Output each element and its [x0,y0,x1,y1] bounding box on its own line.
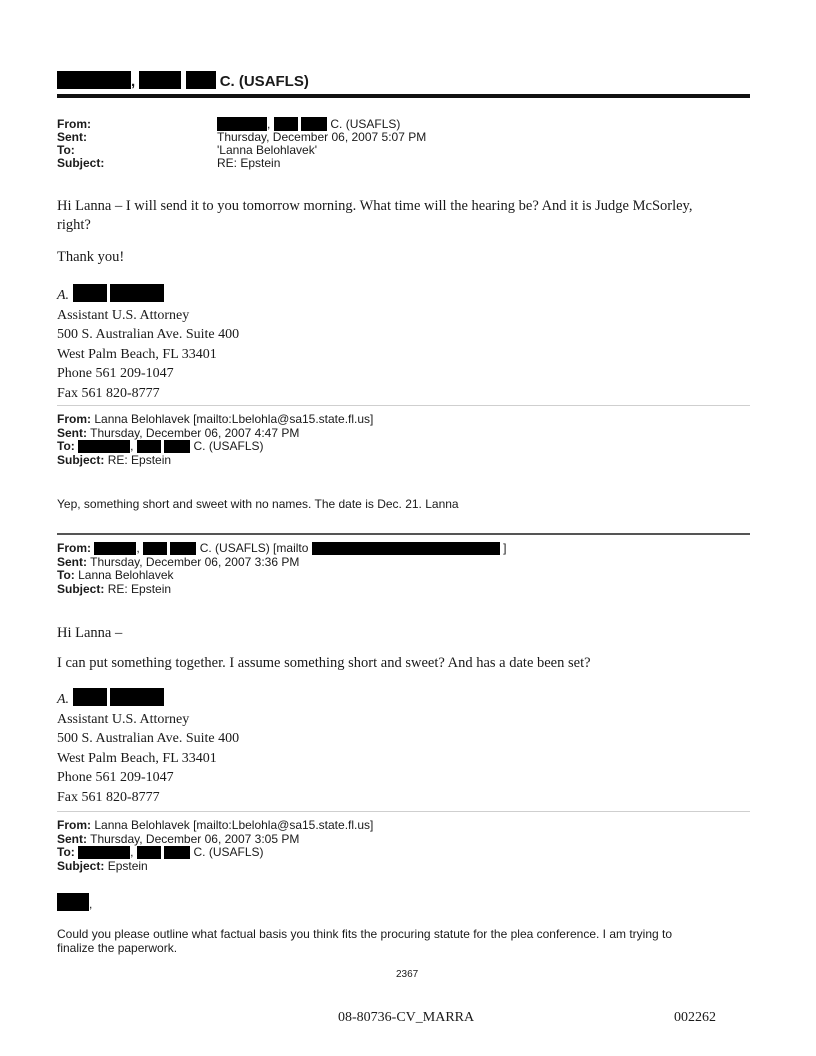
to-label: To: [57,568,75,582]
signature-address: West Palm Beach, FL 33401 [57,346,217,362]
message3-body: I can put something together. I assume something short and sweet? And has a date been set? [57,655,591,671]
to-suffix: C. (USAFLS) [193,439,264,453]
message3-subject: RE: Epstein [107,581,172,596]
signature-fax: Fax 561 820-8777 [57,385,160,401]
message4-sent: Thursday, December 06, 2007 3:05 PM [90,831,300,846]
separator-rule [57,811,750,812]
body-line: Could you please outline what factual basis you think fits the procuring statute for the plea conference. I am trying to [57,927,673,941]
signature-name [57,284,357,306]
from-end-bracket: ] [503,541,507,555]
redaction-block [186,71,216,89]
redaction-block [94,542,136,555]
from-suffix: C. (USAFLS) [330,117,401,131]
message1-thanks: Thank you! [57,249,125,265]
bates-number: 002262 [674,1010,716,1025]
to-label: To: [57,143,75,157]
separator-rule [57,533,750,535]
redaction-block [110,688,164,706]
signature2 [57,688,357,807]
sent-label: Sent: [57,554,87,569]
signature-address: West Palm Beach, FL 33401 [57,750,217,766]
message1-from [217,117,400,131]
redaction-block [164,846,190,859]
message3-to: Lanna Belohlavek [78,568,174,582]
body-line: right? [57,217,91,233]
redaction-block [73,688,107,706]
name-separator: , [267,117,271,131]
message4-greeting [57,893,92,911]
message4-from: Lanna Belohlavek [mailto:Lbelohla@sa15.state.fl.us] [94,818,374,832]
redaction-block [164,440,190,453]
signature-title: Assistant U.S. Attorney [57,307,190,323]
separator-rule [57,405,750,406]
redaction-block [137,440,161,453]
from-label: From: [57,412,91,426]
subject-label: Subject: [57,581,105,596]
header-rule [57,94,750,98]
to-label: To: [57,845,75,859]
name-separator: , [136,541,140,555]
redaction-block [139,71,181,89]
redaction-block [78,440,130,453]
signature1 [57,284,357,403]
message3-sent: Thursday, December 06, 2007 3:36 PM [90,554,300,569]
name-separator: , [131,73,136,90]
signature-phone: Phone 561 209-1047 [57,770,174,785]
page-number: 2367 [396,969,419,980]
redaction-block [78,846,130,859]
signature-address: 500 S. Australian Ave. Suite 400 [57,327,240,342]
message2-from: Lanna Belohlavek [mailto:Lbelohla@sa15.state.fl.us] [94,412,374,426]
message2-body: Yep, something short and sweet with no names. The date is Dec. 21. Lanna [57,497,459,511]
signature-initial: A. [57,692,70,707]
signature-address: 500 S. Australian Ave. Suite 400 [57,731,240,746]
subject-label: Subject: [57,858,105,873]
from-label: From: [57,818,91,832]
to-label: To: [57,439,75,453]
signature-title: Assistant U.S. Attorney [57,711,190,727]
redaction-block [217,117,267,131]
signature-name [57,688,357,710]
redaction-block [57,71,131,89]
message1-body [57,197,757,235]
message2-sent: Thursday, December 06, 2007 4:47 PM [90,425,300,440]
header-name-suffix: C. (USAFLS) [219,73,309,90]
body-line: finalize the paperwork. [57,941,178,955]
redaction-block [57,893,89,911]
redaction-block [73,284,107,302]
redaction-block [301,117,327,131]
redaction-block [143,542,167,555]
signature-phone: Phone 561 209-1047 [57,366,174,381]
from-label: From: [57,117,91,131]
signature-fax: Fax 561 820-8777 [57,789,160,805]
body-line: Hi Lanna – I will send it to you tomorrow morning. What time will the hearing be? And it is Judge McSorley, [57,198,693,214]
message3-header [57,542,757,596]
message4-subject: Epstein [107,858,148,873]
message4-body [57,927,757,955]
redaction-block [312,542,500,555]
message4-header [57,819,757,873]
from-suffix: C. (USAFLS) [mailto [199,541,309,555]
message1-to: 'Lanna Belohlavek' [217,143,317,157]
case-number: 08-80736-CV_MARRA [338,1010,475,1025]
redaction-block [137,846,161,859]
subject-label: Subject: [57,156,105,170]
message1-sent: Thursday, December 06, 2007 5:07 PM [217,130,427,144]
name-separator: , [130,439,134,453]
sent-label: Sent: [57,425,87,440]
sent-label: Sent: [57,831,87,846]
redaction-block [110,284,164,302]
message3-greeting: Hi Lanna – [57,625,123,641]
message2-subject: RE: Epstein [107,452,172,467]
greeting-separator: , [89,897,93,911]
message2-header [57,413,757,467]
redaction-block [170,542,196,555]
from-label: From: [57,541,91,555]
name-separator: , [130,845,134,859]
signature-initial: A. [57,288,70,303]
sent-label: Sent: [57,130,87,144]
redaction-block [274,117,298,131]
document-header-name [57,71,749,93]
subject-label: Subject: [57,452,105,467]
message1-subject: RE: Epstein [217,156,281,170]
to-suffix: C. (USAFLS) [193,845,264,859]
